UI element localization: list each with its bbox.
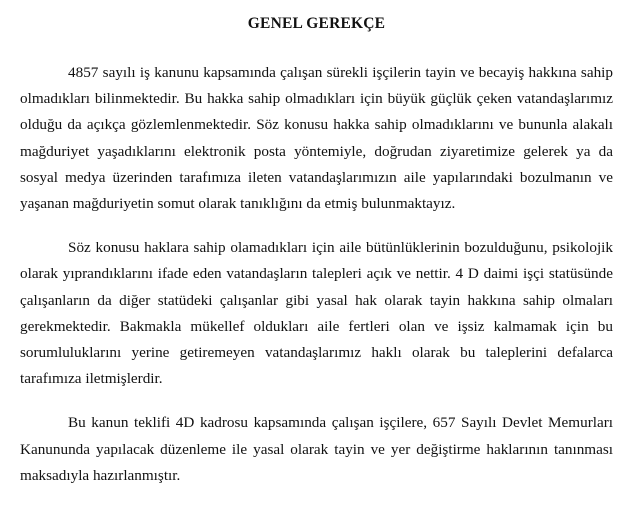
paragraph-3: Bu kanun teklifi 4D kadrosu kapsamında çalışan işçilere, 657 Sayılı Devlet Memurları Kanununda yapılacak düzenleme ile yasal olarak tayin ve yer değiştirme haklarının tanınması maksadıyla hazırlanmıştır.: [20, 414, 613, 484]
paragraph-2: Söz konusu haklara sahip olamadıkları için aile bütünlüklerinin bozulduğunu, psikolojik olarak yıprandıklarını ifade eden vatandaşların talepleri açık ve nettir. 4 D daimi işçi statüsünde çalışanların da diğer statüdeki çalışanlar gibi yasal hak olarak tayin hakkına sahip olmaları gerekmektedir. Bakmakla mükellef oldukları aile fertleri olan ve işsiz kalmamak için bu sorumluluklarını yerine getiremeyen vatandaşlarımız haklı olarak bu taleplerini defalarca tarafımıza iletmişlerdir.: [20, 239, 613, 388]
paragraph-1: 4857 sayılı iş kanunu kapsamında çalışan sürekli işçilerin tayin ve becayiş hakkına sahip olmadıkları bilinmektedir. Bu hakka sahip olmadıkları için büyük güçlük çeken vatandaşlarımız olduğu da açıkça gözlemlenmektedir. Söz konusu hakka sahip olmadıklarını ve bununla alakalı mağduriyet yaşadıklarını elektronik posta yöntemiyle, doğrudan ziyaretimize gelerek ya da sosyal medya üzerinden tarafımıza ileten vatandaşlarımızın aile yapılarındaki bozulmanın ve yaşanan mağduriyetin somut olarak tanıklığını da etmiş bulunmaktayız.: [20, 64, 613, 213]
document-title: GENEL GEREKÇE: [247, 15, 386, 32]
